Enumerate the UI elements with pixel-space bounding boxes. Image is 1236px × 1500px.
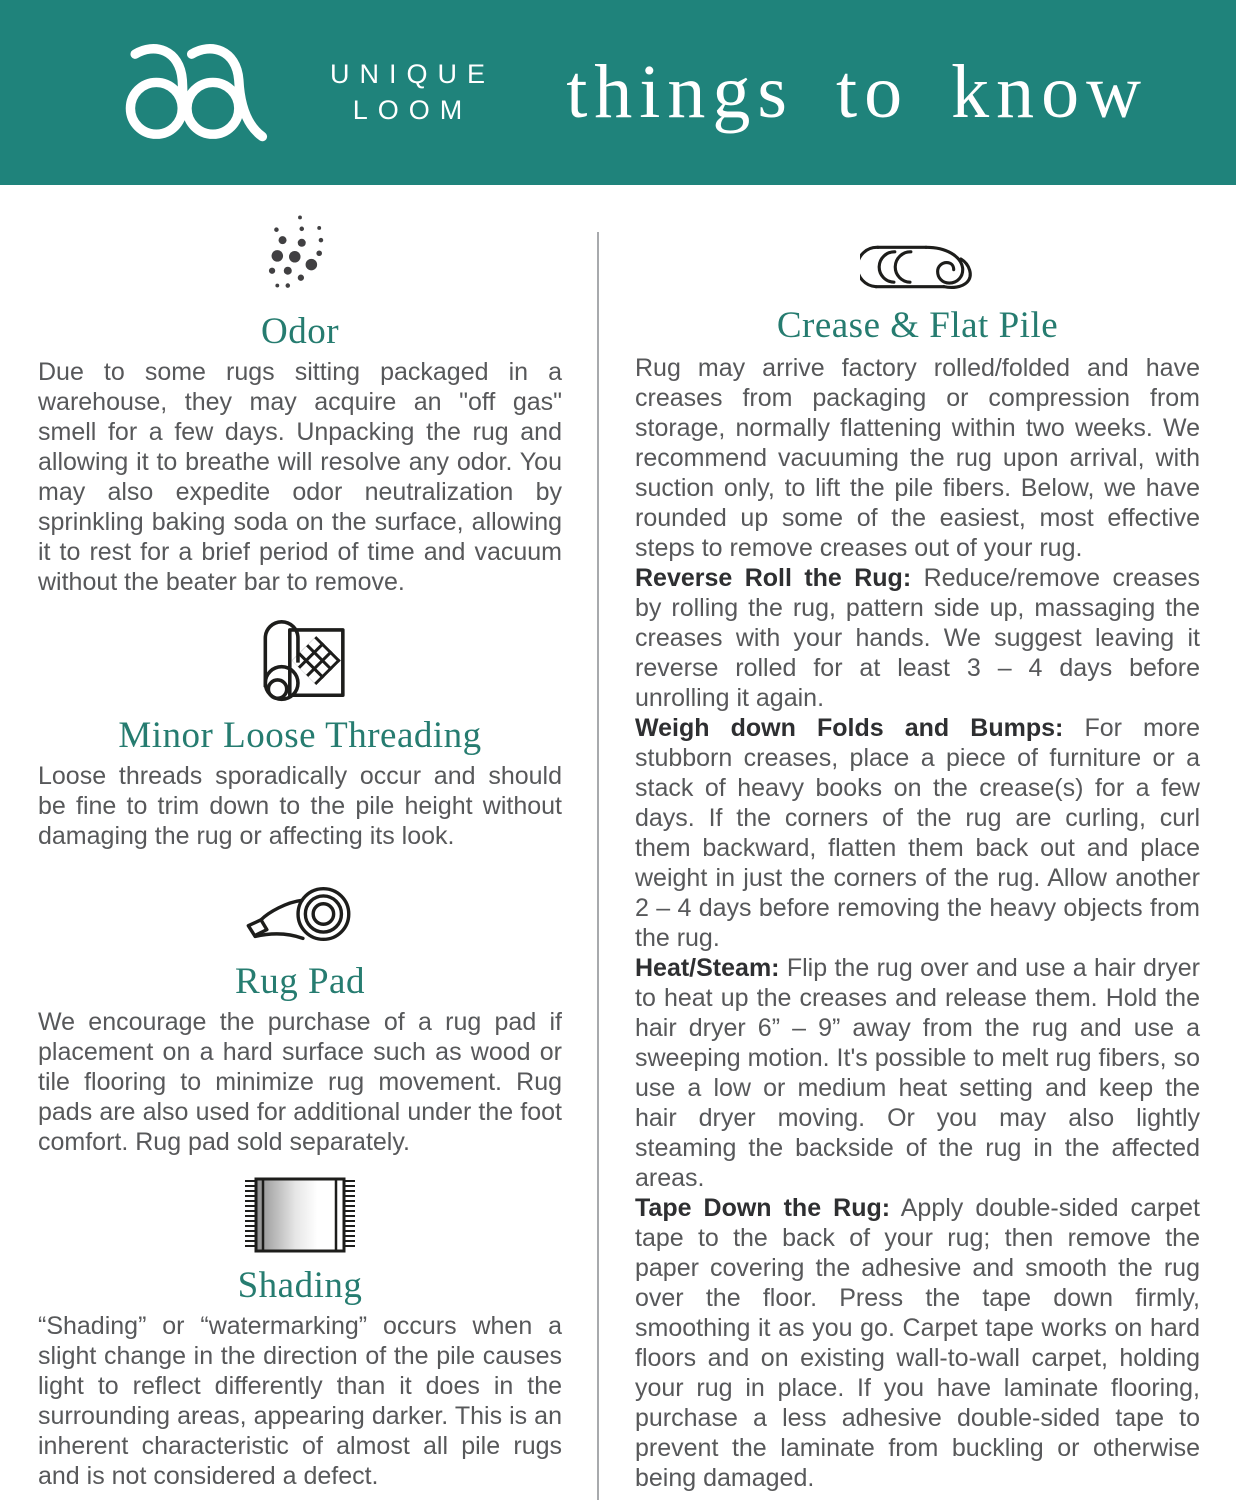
right-column xyxy=(599,185,1236,1500)
tip-label-weigh-down: Weigh down Folds and Bumps: xyxy=(635,714,1064,742)
rug-pad-roll-icon xyxy=(240,875,360,953)
page-title: things to know xyxy=(566,50,1148,134)
section-heading-shading: Shading xyxy=(237,1265,363,1306)
section-body-threading: Loose threads sporadically occur and should be fine to trim down to the pile height without damaging the rug or affecting its look. xyxy=(38,762,562,850)
section-odor xyxy=(38,207,562,597)
brand-name-line1: UNIQUE xyxy=(330,59,496,90)
tip-tape-down xyxy=(635,1193,1200,1493)
brand-block xyxy=(112,40,495,146)
rolled-rug-crosshatch-icon xyxy=(249,609,351,707)
tip-text-tape-down: Apply double-sided carpet tape to the back of your rug; then remove the paper covering the adhesive and smooth the rug over the floor. Press the tape down firmly, smoothing it as you go. Carpet tape works on hard floors and on existing wall-to-wall carpet, holding your rug in place. If you have laminate flooring, purchase a less adhesive double-sided tape to prevent the laminate from buckling or otherwise being damaged. xyxy=(635,1194,1201,1492)
tip-weigh-down xyxy=(635,713,1200,953)
section-heading-rug-pad: Rug Pad xyxy=(235,961,365,1002)
left-column xyxy=(0,185,597,1500)
tip-text-weigh-down: For more stubborn creases, place a piece of furniture or a stack of heavy books on the crease(s) for a few days. If the corners of the rug are curling, curl them backward, flatten them back out and place weight in just the corners of the rug. Allow another 2 – 4 days before removing the heavy objects from the rug. xyxy=(635,714,1201,952)
rolled-rug-side-icon xyxy=(860,237,976,297)
tip-label-heat-steam: Heat/Steam: xyxy=(635,954,780,982)
section-heading-threading: Minor Loose Threading xyxy=(118,715,482,756)
section-body-rug-pad: We encourage the purchase of a rug pad if placement on a hard surface such as wood or tile flooring to minimize rug movement. Rug pads are also used for additional under the foot comfort. Rug pad sold separately. xyxy=(38,1008,562,1156)
section-rug-pad xyxy=(38,875,562,1157)
tip-label-tape-down: Tape Down the Rug: xyxy=(635,1194,891,1222)
odor-dots-icon xyxy=(252,207,348,303)
section-body-odor: Due to some rugs sitting packaged in a warehouse, they may acquire an "off gas" smell for a few days. Unpacking the rug and allowing it to breathe will resolve any odor. You may also expedite odor neutralization by sprinkling baking soda on the surface, allowing it to rest for a brief period of time and vacuum without the beater bar to remove. xyxy=(38,358,562,596)
section-shading xyxy=(38,1173,562,1491)
tip-label-reverse-roll: Reverse Roll the Rug: xyxy=(635,564,912,592)
tip-heat-steam xyxy=(635,953,1200,1193)
section-heading-crease-flat-pile: Crease & Flat Pile xyxy=(776,305,1059,346)
section-body-shading: “Shading” or “watermarking” occurs when a slight change in the direction of the pile causes light to reflect differently than it does in the surrounding areas, appearing darker. This is an inherent characteristic of almost all pile rugs and is not considered a defect. xyxy=(38,1312,562,1490)
page-header xyxy=(0,0,1236,185)
section-minor-loose-threading xyxy=(38,609,562,851)
tip-reverse-roll xyxy=(635,563,1200,713)
brand-name xyxy=(330,57,495,127)
unique-loom-logo-icon xyxy=(112,40,302,146)
brand-name-line2: LOOM xyxy=(352,94,473,125)
tip-text-reverse-roll: Reduce/remove creases by rolling the rug, pattern side up, massaging the creases with your hands. We suggest leaving it reverse rolled for at least 3 – 4 days before unrolling it again. xyxy=(635,564,1200,712)
content-area xyxy=(0,185,1236,1500)
section-heading-odor: Odor xyxy=(260,311,340,352)
tip-text-heat-steam: Flip the rug over and use a hair dryer to heat up the creases and release them. Hold the hair dryer 6” – 9” away from the rug and use a sweeping motion. It's possible to melt rug fibers, so use a low or medium heat setting and keep the hair dryer moving. Or you may also lightly steaming the backside of the rug in the affected areas. xyxy=(635,954,1201,1192)
shaded-rug-icon xyxy=(239,1173,361,1257)
crease-intro: Rug may arrive factory rolled/folded and have creases from packaging or compression from storage, normally flattening within two weeks. We recommend vacuuming the rug upon arrival, with suction only, to lift the pile fibers. Below, we have rounded up some of the easiest, most effective steps to remove creases out of your rug. xyxy=(635,354,1200,562)
